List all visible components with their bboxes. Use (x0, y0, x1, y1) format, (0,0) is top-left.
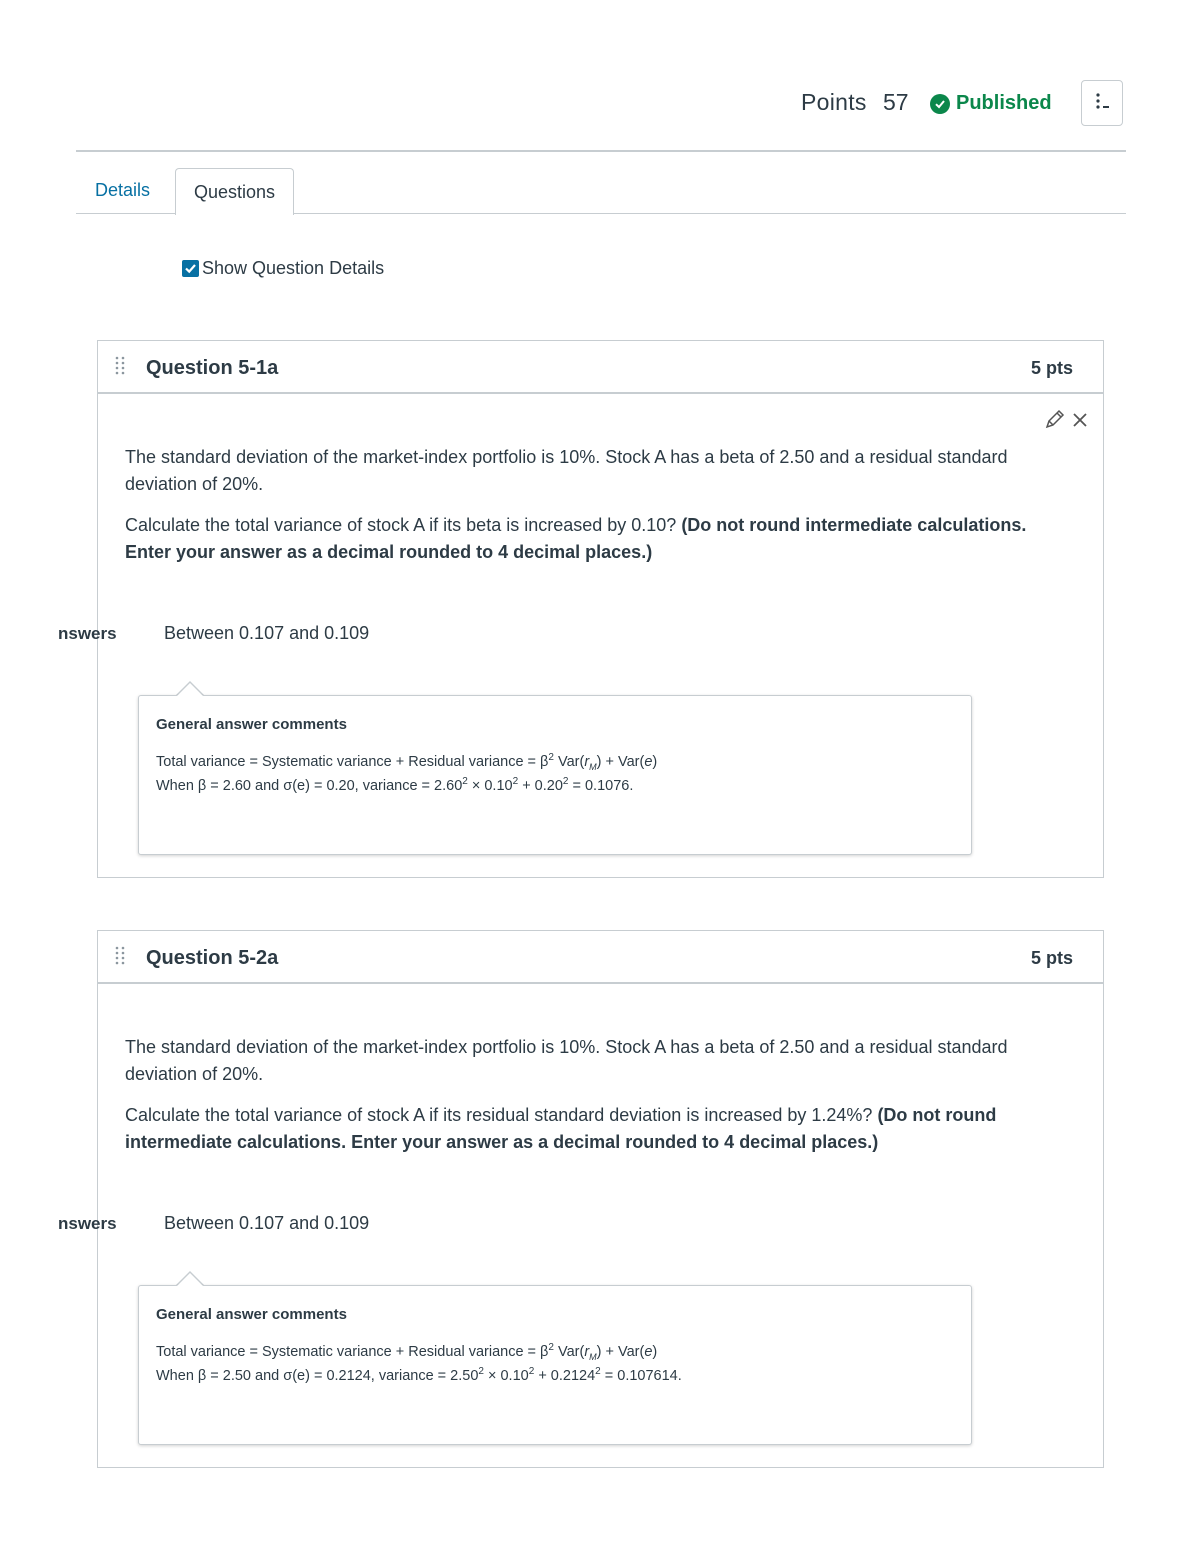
check-circle-icon (930, 94, 950, 114)
question-points: 5 pts (1031, 948, 1074, 968)
points-value: 57 (883, 89, 909, 115)
question-actions (1044, 408, 1088, 436)
comment-calculation: When β = 2.60 and σ(e) = 0.20, variance = $2.60^2 \times 0.10^2 + 0.20^2 = 0.1076$. (156, 776, 634, 794)
answer-value: Between 0.107 and 0.109 (164, 1213, 370, 1233)
published-label: Published (956, 92, 1052, 114)
kebab-menu-icon (1094, 91, 1110, 116)
drag-handle-icon[interactable] (114, 355, 126, 383)
question-text (125, 444, 1045, 566)
comment-formula: Total variance = Systematic variance + Residual variance = $\beta^2$ $Var(r_M) + Var(e)$ (156, 1342, 658, 1362)
comment-caret-inner (176, 683, 204, 697)
comment-formula: Total variance = Systematic variance + Residual variance = $\beta^2$ $Var(r_M) + Var(e)$ (156, 752, 658, 772)
answers-label: nswers (58, 624, 117, 643)
comment-title: General answer comments (156, 716, 347, 733)
show-details-checkbox[interactable] (182, 260, 199, 277)
answer-value: Between 0.107 and 0.109 (164, 623, 370, 643)
question-paragraph: The standard deviation of the market-index portfolio is 10%. Stock A has a beta of 2.50 and a residual standard deviation of 20%. (125, 447, 1008, 494)
comment-title: General answer comments (156, 1306, 347, 1323)
question-title: Question 5-1a (146, 357, 279, 379)
answers-label: nswers (58, 1214, 117, 1233)
pencil-icon[interactable] (1044, 408, 1066, 436)
question-instruction-text: Calculate the total variance of stock A if its residual standard deviation is increased by 1.24%? (125, 1105, 878, 1125)
show-details-label: Show Question Details (202, 258, 385, 278)
show-question-details[interactable] (182, 258, 384, 279)
question-title: Question 5-2a (146, 947, 279, 969)
close-icon[interactable] (1072, 411, 1088, 434)
header-divider (76, 150, 1126, 152)
question-instruction-bold: (Do not round intermediate calculations. Enter your answer as a decimal rounded to 4 decimal places.) (125, 515, 1027, 562)
options-menu-button[interactable] (1081, 80, 1123, 126)
published-status[interactable] (930, 92, 1052, 115)
points-label: Points (801, 89, 867, 115)
question-text (125, 1034, 1045, 1156)
comment-caret-inner (176, 1273, 204, 1287)
question-instruction-text: Calculate the total variance of stock A if its beta is increased by 0.10? (125, 515, 682, 535)
question-points: 5 pts (1031, 358, 1074, 378)
question-instruction-bold: (Do not round intermediate calculations. Enter your answer as a decimal rounded to 4 decimal places.) (125, 1105, 997, 1152)
tab-questions[interactable]: Questions (175, 168, 294, 215)
question-instruction (125, 1102, 1045, 1156)
tab-details[interactable]: Details (95, 180, 151, 200)
question-instruction (125, 512, 1045, 566)
question-paragraph: The standard deviation of the market-index portfolio is 10%. Stock A has a beta of 2.50 and a residual standard deviation of 20%. (125, 1037, 1008, 1084)
drag-handle-icon[interactable] (114, 945, 126, 973)
comment-calculation: When β = 2.50 and σ(e) = 0.2124, variance = $2.50^2 \times 0.10^2 + 0.2124^2 = 0.107614$. (156, 1366, 682, 1384)
